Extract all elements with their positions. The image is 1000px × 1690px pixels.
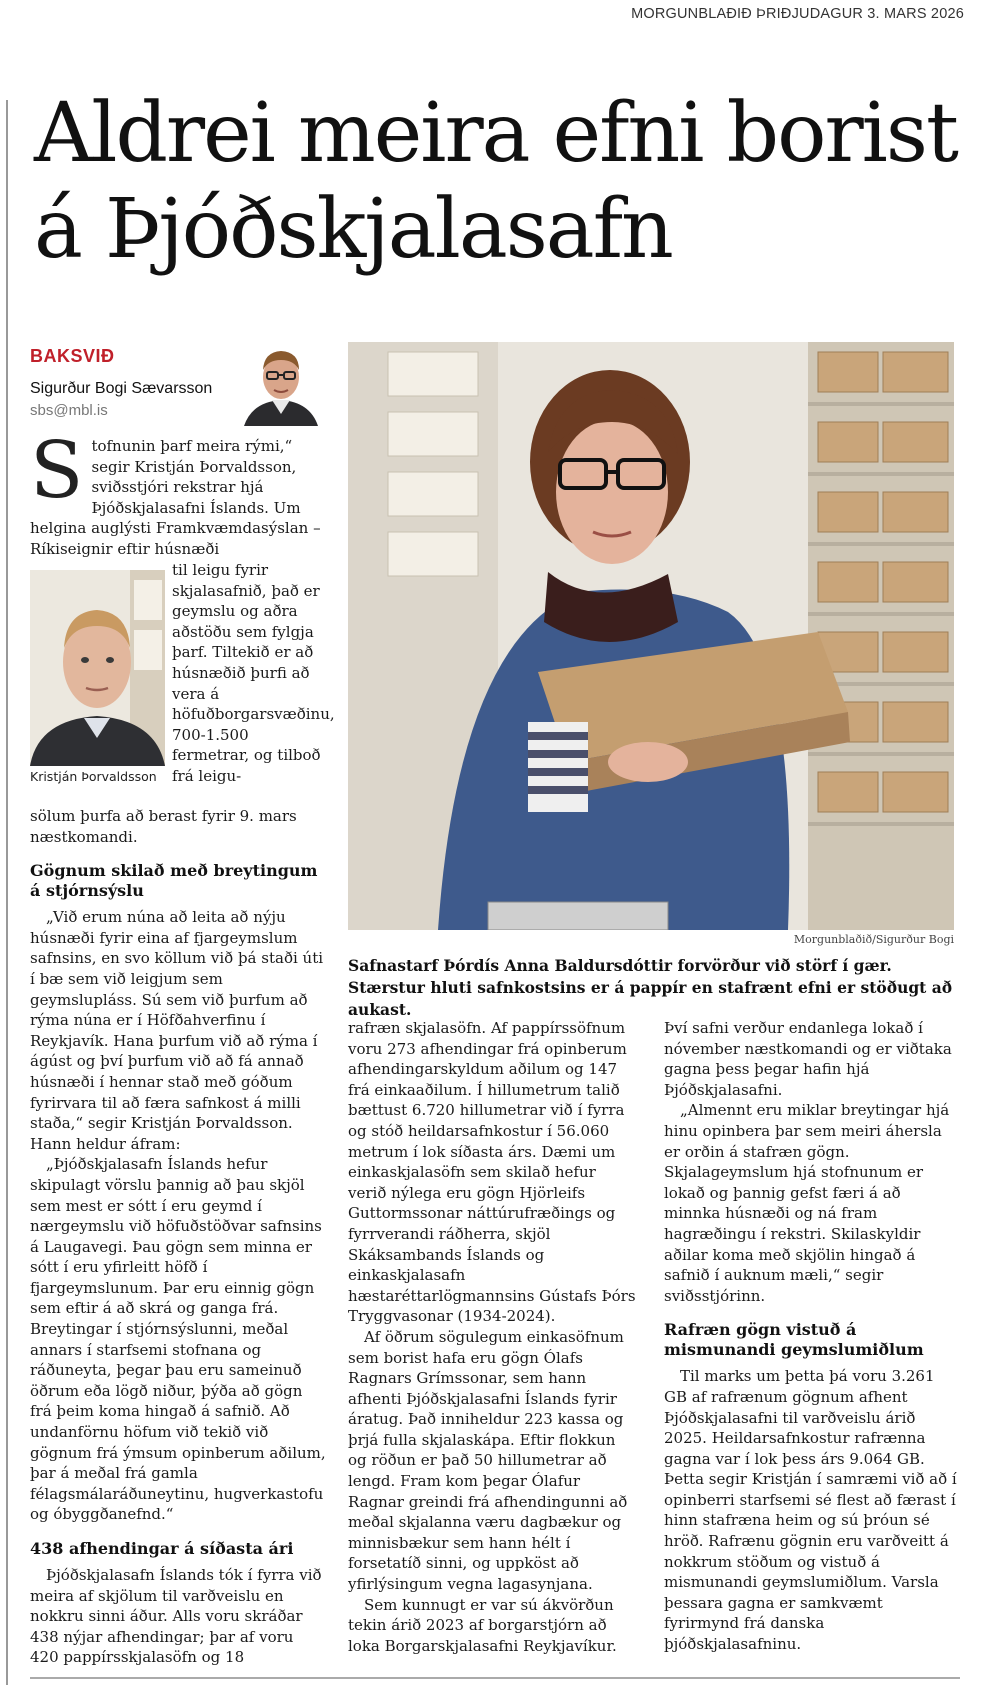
column-1-continued xyxy=(30,806,326,1668)
byline-photo xyxy=(238,340,324,426)
paragraph: Til marks um þetta þá voru 3.261 GB af rafrænum gögnum afhent Þjóðskjalasafni til varðveislu árið 2025. Heildarsafnkostur rafrænna gagna var í lok þess árs 9.064 GB. Þetta segir Kristján í samræmi við að í opinberri starfsemi sé flest að færast í hinn stafræna heim og sú þróun sé hröð. Rafrænu gögnin eru varðveitt á nokkrum stöðum og vistuð á mismunandi geymslumiðlum. Varsla þessara gagna er samkvæmt fyrirmynd frá danska þjóðskjalasafninu. xyxy=(664,1367,957,1654)
paragraph: „Við erum núna að leita að nýju húsnæði fyrir eina af fjargeymslum safnsins, en svo köllum við þá staði úti í bæ sem við leigjum sem geymslupláss. Sú sem við þurfum að rýma núna er í Höfðahverfinu í Reykjavík. Hana þurfum við að rýma í ágúst og því þurfum við að fá annað húsnæði í hennar stað með góðum fyrirvara til að færa safnkost á milli staða,“ segir Kristján Þorvaldsson. Hann heldur áfram: xyxy=(30,908,324,1153)
paragraph: Því safni verður endanlega lokað í nóvember næstkomandi og er viðtaka gagna þess þegar hafin hjá Þjóðskjalasafni. xyxy=(664,1019,952,1099)
portrait-photo xyxy=(30,570,165,766)
column-3 xyxy=(664,1018,958,1655)
author-email[interactable]: sbs@mbl.is xyxy=(30,402,108,419)
column-1 xyxy=(30,426,326,560)
caption-label: Safnastarf xyxy=(348,956,438,975)
headline: Aldrei meira efni borist á Þjóðskjalasafn xyxy=(34,86,957,277)
photo-credit: Morgunblaðið/Sigurður Bogi xyxy=(793,933,954,946)
kicker: BAKSVIÐ xyxy=(30,346,115,366)
column-2 xyxy=(348,1018,638,1656)
paragraph: Sem kunnugt er var sú ákvörðun tekin árið 2023 af borgarstjórn að loka Borgarskjalasafni Reykjavíkur. xyxy=(348,1595,617,1655)
lead-paragraph-wrap: til leigu fyrir skjalasafnið, það er geymslu og aðra aðstöðu sem fylgja þarf. Tiltekið er að húsnæðið þurfi að vera á höfuðborgarsvæðinu, 700-1.500 fermetrar, og tilboð frá leigu- xyxy=(172,561,335,785)
bottom-rule xyxy=(30,1677,960,1679)
archive-photo xyxy=(348,342,954,930)
subhead-3: Rafræn gögn vistuð á mismunandi geymslumiðlum xyxy=(664,1320,924,1360)
column-1-wrap xyxy=(172,560,335,787)
caption-text: Þórdís Anna Baldursdóttir forvörður við störf í gær. Stærstur hluti safnkostsins er á pappír en stafrænt efni er stöðugt að aukast. xyxy=(348,956,953,1019)
paragraph: Af öðrum sögulegum einkasöfnum sem borist hafa eru gögn Ólafs Ragnars Grímssonar, sem hann afhenti Þjóðskjalasafni Íslands fyrir áratug. Það inniheldur 223 kassa og þrjá fulla skjalaskápa. Eftir flokkun og röðun er það 50 hillumetrar að lengd. Fram kom þegar Ólafur Ragnar greindi frá afhendingunni að meðal skjalanna væru dagbækur og minnisbækur sem hann hélt í forsetatíð sinni, og uppköst að yfirlýsingum vegna lagasynjana. xyxy=(348,1327,628,1594)
dropcap: S xyxy=(30,426,84,516)
paragraph: Þjóðskjalasafn Íslands tók í fyrra við meira af skjölum til varðveislu en nokkru sinni áður. Alls voru skráðar 438 nýjar afhendingar; þar af voru 420 pappírsskjalasöfn og 18 xyxy=(30,1566,322,1667)
subhead-2: 438 afhendingar á síðasta ári xyxy=(30,1539,294,1558)
paragraph: rafræn skjalasöfn. Af pappírssöfnum voru 273 afhendingar frá opinberum afhendingarskyldum aðilum og 147 frá einkaaðilum. Í hillumetrum talið bættust 6.720 hillumetrar við í fyrra og stóð heildarsafnkostur í 56.060 metrum í lok síðasta árs. Dæmi um einkaskjalasöfn sem skilað hefur verið nýlega eru gögn Hjörleifs Guttormssonar náttúrufræðings og fyrrverandi ráðherra, skjöl Skáksambands Íslands og einkaskjalasafn hæstaréttarlögmannsins Gústafs Þórs Tryggvasonar (1934-2024). xyxy=(348,1019,636,1326)
column-rule xyxy=(6,100,8,1685)
lead-paragraph-bottom: sölum þurfa að berast fyrir 9. mars næstkomandi. xyxy=(30,807,297,846)
author-name: Sigurður Bogi Sævarsson xyxy=(30,380,213,397)
photo-caption xyxy=(348,955,958,1021)
portrait-caption: Kristján Þorvaldsson xyxy=(30,769,157,784)
lead-paragraph-top: tofnunin þarf meira rými,“ segir Kristján Þorvaldsson, sviðsstjóri rekstrar hjá Þjóðskjalasafni Íslands. Um helgina auglýsti Framkvæmdasýslan – Ríkiseignir eftir húsnæði xyxy=(30,437,321,558)
paragraph: „Þjóðskjalasafn Íslands hefur skipulagt vörslu þannig að þau skjöl sem mest er sótt í eru geymd í nærgeymslu við höfuðstöðvar safnsins á Laugavegi. Þau gögn sem minna er sótt í eru yfirleitt höfð í fjargeymslunum. Þar eru einnig gögn sem eftir á að skrá og ganga frá. Breytingar í stjórnsýslunni, meðal annars í starfsemi stofnana og ráðuneyta, þegar þau eru sameinuð öðrum eða lögð niður, þýða að gögn frá þeim koma hingað á safnið. Að undanförnu höfum við tekið við gögnum frá ýmsum opinberum aðilum, þar á meðal frá gamla félagsmálaráðuneytinu, hugverkastofu og óbyggðanefnd.“ xyxy=(30,1155,326,1524)
subhead-1: Gögnum skilað með breytingum á stjórnsýslu xyxy=(30,861,318,901)
masthead: MORGUNBLAÐIÐ ÞRIÐJUDAGUR 3. MARS 2026 xyxy=(631,6,964,22)
paragraph: „Almennt eru miklar breytingar hjá hinu opinbera þar sem meiri áhersla er orðin á stafræn gögn. Skjalageymslum hjá stofnunum er lokað og þannig gefst færi á að minnka húsnæði og ná fram hagræðingu í rekstri. Skilaskyldir aðilar koma með skjölin hingað á safnið í auknum mæli,“ segir sviðsstjórinn. xyxy=(664,1101,950,1305)
